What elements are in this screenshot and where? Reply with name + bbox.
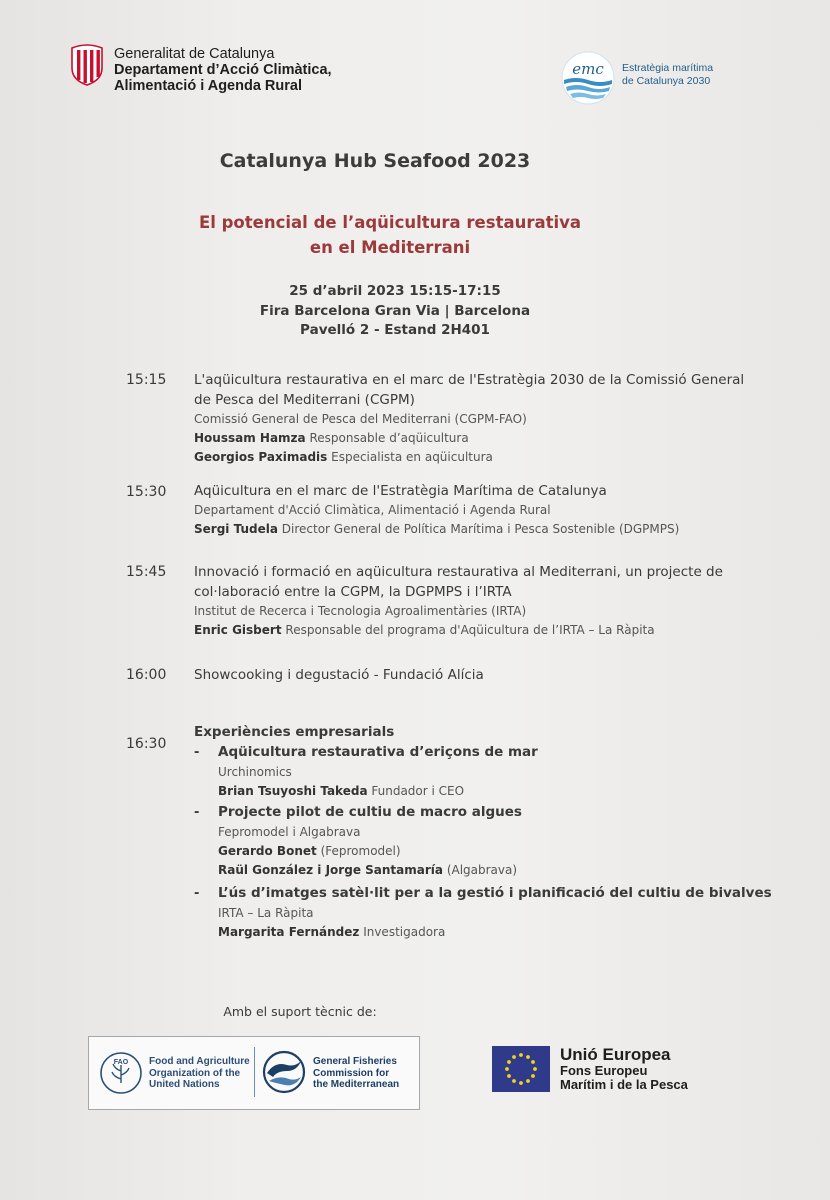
bullet-dash: - — [194, 886, 200, 901]
experience-org: Fepromodel i Algabrava — [218, 825, 361, 839]
emc-line2: de Catalunya 2030 — [622, 75, 711, 87]
generalitat-logo-icon — [70, 44, 104, 86]
speaker-name: Sergi Tudela — [194, 522, 278, 536]
fao-line1: Food and Agriculture — [149, 1056, 250, 1067]
speaker-name: Gerardo Bonet — [218, 844, 317, 858]
gfcm-logo-icon — [261, 1049, 307, 1095]
department-line1: Departament d’Acció Climàtica, — [114, 62, 332, 78]
gfcm-line3: the Mediterranean — [313, 1079, 400, 1090]
speaker-name: Margarita Fernández — [218, 925, 360, 939]
agenda-title-line1: Innovació i formació en aqüicultura restaurativa al Mediterrani, un projecte de — [194, 564, 723, 580]
speaker-name: Raül González i Jorge Santamaría — [218, 863, 443, 877]
agenda-title-line1: Showcooking i degustació - Fundació Alícia — [194, 667, 484, 683]
eu-fund-name — [560, 1046, 688, 1092]
agenda-time: 15:30 — [126, 484, 167, 500]
speaker — [194, 520, 794, 539]
business-experience — [194, 742, 814, 801]
agenda-item — [194, 562, 794, 640]
agenda-title-line2: de Pesca del Mediterrani (CGPM) — [194, 392, 415, 408]
experience-org: IRTA – La Ràpita — [218, 906, 314, 920]
department-line2: Alimentació i Agenda Rural — [114, 78, 302, 94]
experience-title-text: Projecte pilot de cultiu de macro algues — [218, 804, 522, 820]
speaker-role: (Fepromodel) — [320, 844, 401, 858]
eu-line1: Unió Europea — [560, 1045, 671, 1064]
agenda-org: Institut de Recerca i Tecnologia Agroalimentàries (IRTA) — [194, 604, 527, 618]
speaker — [194, 621, 794, 640]
emc-logo-icon — [560, 50, 616, 106]
speaker — [218, 782, 814, 801]
speaker-name: Georgios Paximadis — [194, 450, 328, 464]
fao-logo-icon — [99, 1051, 143, 1095]
bullet-dash: - — [194, 745, 200, 760]
agenda-title-line1: Aqüicultura en el marc de l'Estratègia Marítima de Catalunya — [194, 483, 607, 499]
speaker-role: Responsable d’aqüicultura — [309, 431, 469, 445]
fao-name — [149, 1056, 250, 1091]
experience-title-text: L’ús d’imatges satèl·lit per a la gestió i planificació del cultiu de bivalves — [218, 885, 772, 901]
agenda-time: 15:45 — [126, 564, 167, 580]
speaker — [218, 842, 814, 861]
speaker-role: Especialista en aqüicultura — [331, 450, 493, 464]
experience-title — [194, 802, 814, 823]
event-subtitle — [0, 210, 780, 260]
emc-text — [622, 62, 713, 88]
speaker-role: Director General de Política Marítima i Pesca Sostenible (DGPMPS) — [281, 522, 680, 536]
agenda-title-line1: L'aqüicultura restaurativa en el marc de l'Estratègia 2030 de la Comissió General — [194, 372, 745, 388]
agenda-title-line1: Experiències empresarials — [194, 724, 395, 740]
fao-logo-letters: FAO — [113, 1059, 129, 1066]
speaker — [194, 448, 794, 467]
speaker-name: Houssam Hamza — [194, 431, 306, 445]
agenda-item — [194, 481, 794, 539]
speaker — [218, 861, 814, 880]
speaker-role: Fundador i CEO — [371, 784, 465, 798]
fao-line3: United Nations — [149, 1079, 220, 1090]
agenda-org: Departament d'Acció Climàtica, Alimentació i Agenda Rural — [194, 503, 551, 517]
experience-title — [194, 883, 814, 904]
bullet-dash: - — [194, 805, 200, 820]
gfcm-line2: Commission for — [313, 1067, 390, 1079]
speaker-role: (Algabrava) — [446, 863, 518, 877]
agenda-item — [194, 370, 794, 467]
speaker-name: Enric Gisbert — [194, 623, 282, 637]
experience-org: Urchinomics — [218, 765, 292, 779]
generalitat-name: Generalitat de Catalunya — [114, 46, 275, 62]
agenda-time: 16:00 — [126, 667, 167, 683]
emc-logo-letters: emc — [572, 60, 604, 78]
event-info — [0, 282, 790, 341]
speaker — [194, 429, 794, 448]
gfcm-line1: General Fisheries — [313, 1056, 397, 1067]
agenda-title-line2: col·laboració entre la CGPM, la DGPMPS i l’IRTA — [194, 584, 512, 600]
emc-line1: Estratègia marítima — [622, 62, 714, 74]
event-title: Catalunya Hub Seafood 2023 — [219, 150, 531, 172]
event-stand: Pavelló 2 - Estand 2H401 — [300, 322, 490, 338]
support-label: Amb el suport tècnic de: — [223, 1004, 377, 1019]
eu-line2: Fons Europeu — [560, 1063, 648, 1078]
agenda-org: Comissió General de Pesca del Mediterrani (CGPM-FAO) — [194, 412, 527, 426]
logo-divider — [254, 1047, 255, 1097]
subtitle-line1: El potencial de l’aqüicultura restaurativa — [198, 213, 582, 232]
agenda-time: 15:15 — [126, 372, 167, 388]
experience-title-text: Aqüicultura restaurativa d’eriçons de mar — [218, 744, 538, 760]
experience-title — [194, 742, 814, 763]
speaker — [218, 923, 814, 942]
speaker-name: Brian Tsuyoshi Takeda — [218, 784, 368, 798]
eu-line3: Marítim i de la Pesca — [560, 1077, 688, 1092]
speaker-role: Responsable del programa d'Aqüicultura de l’IRTA – La Ràpita — [285, 623, 655, 637]
event-date: 25 d’abril 2023 15:15-17:15 — [289, 283, 501, 299]
eu-flag-icon — [492, 1046, 550, 1092]
generalitat-text — [114, 46, 332, 94]
subtitle-line2: en el Mediterrani — [309, 238, 471, 257]
business-experience — [194, 802, 814, 880]
fao-line2: Organization of the — [149, 1067, 241, 1079]
speaker-role: Investigadora — [363, 925, 446, 939]
business-experience — [194, 883, 814, 942]
agenda-time: 16:30 — [126, 736, 167, 752]
gfcm-name — [313, 1056, 399, 1091]
event-venue: Fira Barcelona Gran Via | Barcelona — [259, 302, 531, 319]
fao-gfcm-logo-box — [88, 1036, 420, 1110]
